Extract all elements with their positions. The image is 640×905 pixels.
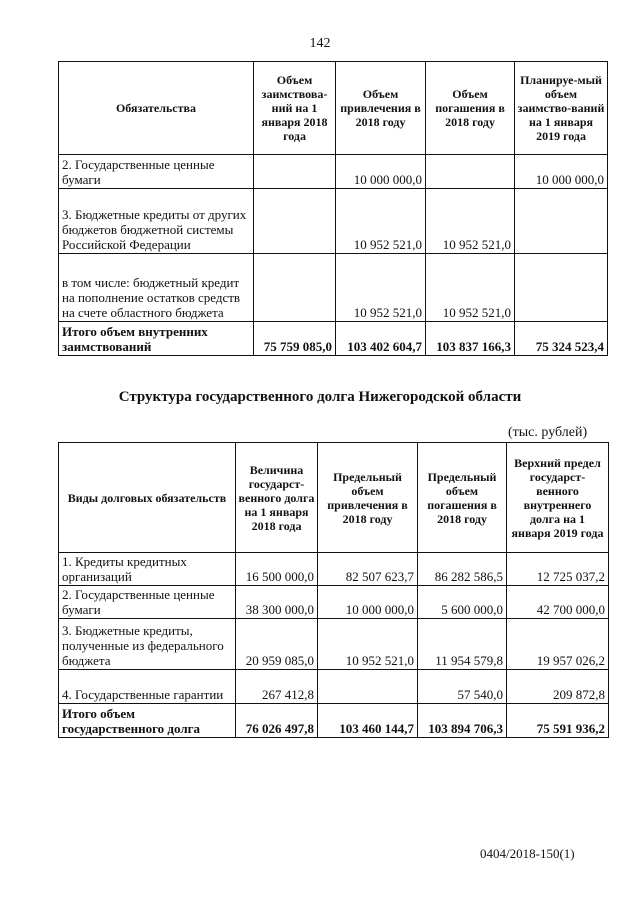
header-repayment-2018: Объем погашения в 2018 году [426, 62, 515, 155]
header-obligations: Обязательства [59, 62, 254, 155]
table-row [59, 619, 609, 670]
total-label: Итого объем внутренних заимствований [59, 322, 254, 356]
row-label: 1. Кредиты кредитных организаций [59, 553, 236, 586]
table-header-row [59, 443, 609, 553]
header-max-repayment-2018: Предельный объем погашения в 2018 году [418, 443, 507, 553]
cell-value [426, 155, 515, 189]
header-debt-jan-2018: Величина государст-венного долга на 1 января 2018 года [236, 443, 318, 553]
total-value: 103 894 706,3 [418, 704, 507, 738]
total-value: 103 837 166,3 [426, 322, 515, 356]
cell-value: 267 412,8 [236, 670, 318, 704]
row-label: 3. Бюджетные кредиты, полученные из федерального бюджета [59, 619, 236, 670]
page-number: 142 [309, 36, 331, 51]
cell-value: 38 300 000,0 [236, 586, 318, 619]
cell-value: 82 507 623,7 [318, 553, 418, 586]
cell-value [254, 155, 336, 189]
debt-structure-table [58, 442, 609, 738]
total-value: 75 591 936,2 [507, 704, 609, 738]
cell-value: 10 952 521,0 [426, 254, 515, 322]
cell-value: 10 952 521,0 [426, 189, 515, 254]
total-value: 75 324 523,4 [515, 322, 608, 356]
cell-value [318, 670, 418, 704]
document-number: 0404/2018-150(1) [480, 846, 575, 861]
borrowings-table [58, 61, 608, 356]
section-title: Структура государственного долга Нижегородской области [118, 389, 522, 405]
row-label: 2. Государственные ценные бумаги [59, 155, 254, 189]
total-value: 76 026 497,8 [236, 704, 318, 738]
header-attraction-2018: Объем привлечения в 2018 году [336, 62, 426, 155]
cell-value [515, 254, 608, 322]
cell-value [515, 189, 608, 254]
cell-value [254, 189, 336, 254]
cell-value: 5 600 000,0 [418, 586, 507, 619]
cell-value: 10 000 000,0 [318, 586, 418, 619]
cell-value: 11 954 579,8 [418, 619, 507, 670]
cell-value: 10 952 521,0 [336, 189, 426, 254]
total-value: 103 460 144,7 [318, 704, 418, 738]
cell-value: 86 282 586,5 [418, 553, 507, 586]
table-row [59, 670, 609, 704]
total-value: 103 402 604,7 [336, 322, 426, 356]
total-label: Итого объем государственного долга [59, 704, 236, 738]
row-label: 2. Государственные ценные бумаги [59, 586, 236, 619]
table-header-row [59, 62, 608, 155]
total-row [59, 704, 609, 738]
cell-value: 16 500 000,0 [236, 553, 318, 586]
cell-value: 10 000 000,0 [515, 155, 608, 189]
row-label: в том числе: бюджетный кредит на пополнение остатков средств на счете областного бюджета [59, 254, 254, 322]
header-planned-jan-2019: Планируе-мый объем заимство-ваний на 1 января 2019 года [515, 62, 608, 155]
cell-value: 12 725 037,2 [507, 553, 609, 586]
total-value: 75 759 085,0 [254, 322, 336, 356]
table-row [59, 155, 608, 189]
header-upper-limit-jan-2019: Верхний предел государст-венного внутреннего долга на 1 января 2019 года [507, 443, 609, 553]
total-row [59, 322, 608, 356]
header-debt-types: Виды долговых обязательств [59, 443, 236, 553]
units-note: (тыс. рублей) [508, 425, 588, 440]
cell-value: 20 959 085,0 [236, 619, 318, 670]
cell-value: 10 000 000,0 [336, 155, 426, 189]
header-max-attraction-2018: Предельный объем привлечения в 2018 году [318, 443, 418, 553]
table-row [59, 189, 608, 254]
cell-value [254, 254, 336, 322]
cell-value: 19 957 026,2 [507, 619, 609, 670]
row-label: 4. Государственные гарантии [59, 670, 236, 704]
cell-value: 42 700 000,0 [507, 586, 609, 619]
cell-value: 10 952 521,0 [336, 254, 426, 322]
cell-value: 209 872,8 [507, 670, 609, 704]
row-label: 3. Бюджетные кредиты от других бюджетов бюджетной системы Российской Федерации [59, 189, 254, 254]
header-volume-jan-2018: Объем заимствова-ний на 1 января 2018 года [254, 62, 336, 155]
cell-value: 10 952 521,0 [318, 619, 418, 670]
table-row [59, 553, 609, 586]
cell-value: 57 540,0 [418, 670, 507, 704]
table-row [59, 586, 609, 619]
table-row [59, 254, 608, 322]
